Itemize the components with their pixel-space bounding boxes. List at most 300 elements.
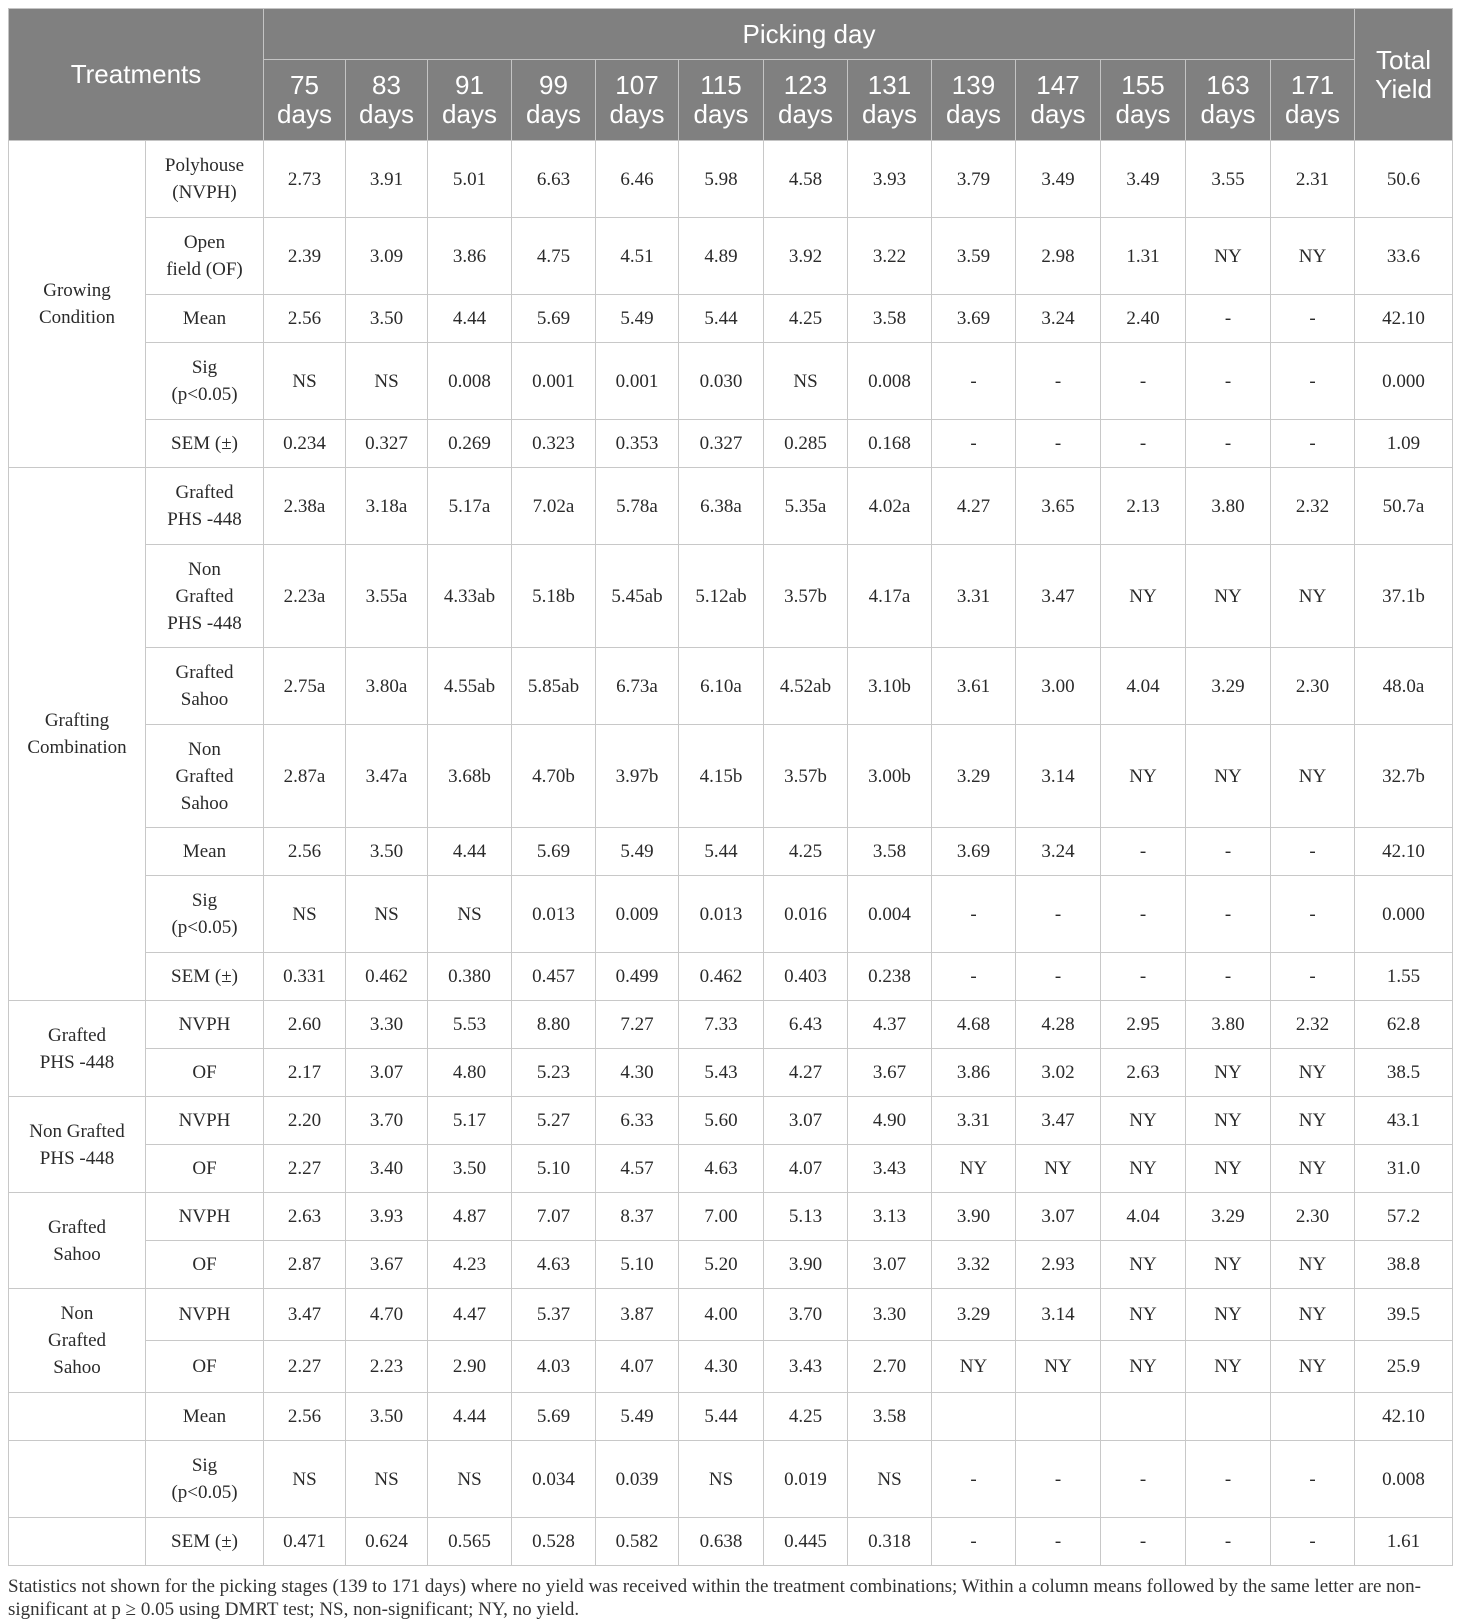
value-cell: [1271, 1393, 1355, 1441]
day-column-header: 155 days: [1101, 60, 1186, 141]
value-cell: 7.00: [679, 1193, 764, 1241]
value-cell: 3.07: [764, 1097, 848, 1145]
value-cell: 3.14: [1016, 1289, 1101, 1341]
value-cell: 4.25: [764, 828, 848, 876]
value-cell: 3.59: [932, 218, 1016, 295]
value-cell: 0.327: [679, 420, 764, 468]
value-cell: 3.18a: [346, 468, 428, 545]
value-cell: [1186, 1393, 1271, 1441]
value-cell: NY: [1101, 1145, 1186, 1193]
value-cell: 5.17: [428, 1097, 512, 1145]
value-cell: 0.445: [764, 1518, 848, 1566]
total-yield-value: 48.0a: [1355, 648, 1453, 725]
value-cell: -: [1101, 876, 1186, 953]
total-yield-value: 32.7b: [1355, 725, 1453, 828]
total-yield-value: 57.2: [1355, 1193, 1453, 1241]
value-cell: NY: [1271, 545, 1355, 648]
value-cell: 0.004: [848, 876, 932, 953]
value-cell: 5.35a: [764, 468, 848, 545]
value-cell: 2.20: [264, 1097, 346, 1145]
day-column-header: 115 days: [679, 60, 764, 141]
value-cell: 2.60: [264, 1001, 346, 1049]
value-cell: 2.56: [264, 1393, 346, 1441]
value-cell: -: [932, 420, 1016, 468]
table-row: [9, 1518, 1453, 1566]
value-cell: 8.80: [512, 1001, 596, 1049]
value-cell: 5.37: [512, 1289, 596, 1341]
table-body: [9, 141, 1453, 1566]
value-cell: NY: [1186, 545, 1271, 648]
row-label: Non Grafted Sahoo: [146, 725, 264, 828]
value-cell: NS: [428, 876, 512, 953]
value-cell: 3.86: [428, 218, 512, 295]
value-cell: 6.10a: [679, 648, 764, 725]
value-cell: 0.168: [848, 420, 932, 468]
value-cell: 4.63: [512, 1241, 596, 1289]
value-cell: 2.13: [1101, 468, 1186, 545]
value-cell: 8.37: [596, 1193, 679, 1241]
value-cell: 4.30: [679, 1341, 764, 1393]
value-cell: 2.93: [1016, 1241, 1101, 1289]
value-cell: 4.47: [428, 1289, 512, 1341]
value-cell: 5.49: [596, 828, 679, 876]
value-cell: 0.001: [512, 343, 596, 420]
value-cell: 2.63: [1101, 1049, 1186, 1097]
value-cell: 0.471: [264, 1518, 346, 1566]
value-cell: 2.90: [428, 1341, 512, 1393]
value-cell: 3.70: [764, 1289, 848, 1341]
value-cell: 5.78a: [596, 468, 679, 545]
value-cell: 0.380: [428, 953, 512, 1001]
value-cell: 4.27: [932, 468, 1016, 545]
value-cell: 4.89: [679, 218, 764, 295]
table-row: [9, 1441, 1453, 1518]
value-cell: 3.58: [848, 295, 932, 343]
table-row: [9, 1289, 1453, 1341]
value-cell: 3.29: [1186, 1193, 1271, 1241]
row-label: OF: [146, 1145, 264, 1193]
value-cell: 3.50: [428, 1145, 512, 1193]
value-cell: 5.17a: [428, 468, 512, 545]
value-cell: 3.90: [932, 1193, 1016, 1241]
value-cell: 3.50: [346, 1393, 428, 1441]
value-cell: 0.019: [764, 1441, 848, 1518]
value-cell: 6.46: [596, 141, 679, 218]
value-cell: 0.009: [596, 876, 679, 953]
total-yield-value: 62.8: [1355, 1001, 1453, 1049]
row-label: Mean: [146, 828, 264, 876]
value-cell: -: [932, 876, 1016, 953]
value-cell: 3.13: [848, 1193, 932, 1241]
value-cell: NY: [1101, 545, 1186, 648]
table-row: [9, 141, 1453, 218]
day-column-header: 123 days: [764, 60, 848, 141]
treatments-header: Treatments: [9, 9, 264, 141]
row-label: Non Grafted PHS -448: [146, 545, 264, 648]
value-cell: NS: [346, 876, 428, 953]
row-label: Mean: [146, 295, 264, 343]
value-cell: -: [1271, 953, 1355, 1001]
value-cell: NY: [1186, 1097, 1271, 1145]
day-column-header: 99 days: [512, 60, 596, 141]
table-row: [9, 648, 1453, 725]
value-cell: 5.18b: [512, 545, 596, 648]
group-label: [9, 1518, 146, 1566]
total-yield-value: 1.09: [1355, 420, 1453, 468]
value-cell: NS: [428, 1441, 512, 1518]
table-footnote: Statistics not shown for the picking stages (139 to 171 days) where no yield was received within the treatment combinations; Within a column means followed by the same letter are non-significant at p ≥ 0.05 using DMRT test; NS, non-significant; NY, no yield.: [8, 1576, 1421, 1620]
value-cell: 4.07: [764, 1145, 848, 1193]
value-cell: 2.30: [1271, 1193, 1355, 1241]
value-cell: NY: [1271, 1341, 1355, 1393]
value-cell: 5.43: [679, 1049, 764, 1097]
total-yield-value: 38.5: [1355, 1049, 1453, 1097]
value-cell: 5.12ab: [679, 545, 764, 648]
value-cell: 3.57b: [764, 725, 848, 828]
value-cell: 6.63: [512, 141, 596, 218]
value-cell: -: [1186, 295, 1271, 343]
value-cell: NY: [1186, 1049, 1271, 1097]
value-cell: 1.31: [1101, 218, 1186, 295]
value-cell: NY: [1271, 218, 1355, 295]
row-label: NVPH: [146, 1289, 264, 1341]
table-row: [9, 1393, 1453, 1441]
value-cell: 3.67: [848, 1049, 932, 1097]
value-cell: 2.56: [264, 828, 346, 876]
value-cell: 4.07: [596, 1341, 679, 1393]
value-cell: -: [1186, 828, 1271, 876]
day-column-header: 163 days: [1186, 60, 1271, 141]
value-cell: 5.10: [512, 1145, 596, 1193]
value-cell: 3.47: [1016, 1097, 1101, 1145]
value-cell: 3.43: [764, 1341, 848, 1393]
value-cell: 3.80: [1186, 1001, 1271, 1049]
value-cell: 3.40: [346, 1145, 428, 1193]
group-label: Non Grafted Sahoo: [9, 1289, 146, 1393]
value-cell: 3.47a: [346, 725, 428, 828]
day-column-header: 107 days: [596, 60, 679, 141]
value-cell: 3.93: [346, 1193, 428, 1241]
row-label: OF: [146, 1241, 264, 1289]
total-yield-value: 50.7a: [1355, 468, 1453, 545]
value-cell: 3.57b: [764, 545, 848, 648]
value-cell: NY: [932, 1341, 1016, 1393]
value-cell: 4.17a: [848, 545, 932, 648]
value-cell: 3.61: [932, 648, 1016, 725]
value-cell: NY: [1186, 725, 1271, 828]
value-cell: 2.27: [264, 1341, 346, 1393]
total-yield-value: 1.61: [1355, 1518, 1453, 1566]
group-label: Growing Condition: [9, 141, 146, 468]
row-label: Polyhouse (NVPH): [146, 141, 264, 218]
picking-yield-table: [8, 8, 1453, 1566]
table-row: [9, 1193, 1453, 1241]
day-column-header: 139 days: [932, 60, 1016, 141]
group-label: [9, 1441, 146, 1518]
value-cell: 2.75a: [264, 648, 346, 725]
value-cell: 5.49: [596, 1393, 679, 1441]
value-cell: 3.31: [932, 1097, 1016, 1145]
value-cell: 5.13: [764, 1193, 848, 1241]
value-cell: 6.33: [596, 1097, 679, 1145]
value-cell: 3.68b: [428, 725, 512, 828]
value-cell: NY: [1271, 1241, 1355, 1289]
value-cell: 3.30: [346, 1001, 428, 1049]
value-cell: 3.09: [346, 218, 428, 295]
value-cell: 3.50: [346, 828, 428, 876]
row-label: SEM (±): [146, 420, 264, 468]
value-cell: 3.00: [1016, 648, 1101, 725]
value-cell: 0.034: [512, 1441, 596, 1518]
value-cell: 2.31: [1271, 141, 1355, 218]
value-cell: 0.008: [848, 343, 932, 420]
value-cell: 4.04: [1101, 648, 1186, 725]
value-cell: 4.63: [679, 1145, 764, 1193]
table-row: [9, 295, 1453, 343]
value-cell: 4.80: [428, 1049, 512, 1097]
row-label: SEM (±): [146, 1518, 264, 1566]
value-cell: 4.30: [596, 1049, 679, 1097]
value-cell: 0.462: [346, 953, 428, 1001]
value-cell: 3.65: [1016, 468, 1101, 545]
value-cell: 4.04: [1101, 1193, 1186, 1241]
value-cell: -: [1271, 1441, 1355, 1518]
value-cell: 0.013: [679, 876, 764, 953]
value-cell: 3.93: [848, 141, 932, 218]
row-label: NVPH: [146, 1193, 264, 1241]
value-cell: 3.30: [848, 1289, 932, 1341]
value-cell: 4.90: [848, 1097, 932, 1145]
value-cell: NY: [1101, 1341, 1186, 1393]
value-cell: 7.27: [596, 1001, 679, 1049]
value-cell: 0.323: [512, 420, 596, 468]
value-cell: 5.01: [428, 141, 512, 218]
value-cell: 2.70: [848, 1341, 932, 1393]
value-cell: 2.98: [1016, 218, 1101, 295]
value-cell: 0.565: [428, 1518, 512, 1566]
table-row: [9, 1049, 1453, 1097]
value-cell: 0.008: [428, 343, 512, 420]
group-label: Grafted Sahoo: [9, 1193, 146, 1289]
table-row: [9, 725, 1453, 828]
group-label: Grafting Combination: [9, 468, 146, 1001]
value-cell: 4.37: [848, 1001, 932, 1049]
day-column-header: 75 days: [264, 60, 346, 141]
value-cell: -: [1271, 420, 1355, 468]
value-cell: 0.528: [512, 1518, 596, 1566]
value-cell: NY: [1271, 1145, 1355, 1193]
value-cell: 0.269: [428, 420, 512, 468]
value-cell: [1101, 1393, 1186, 1441]
table-header: [9, 9, 1453, 141]
value-cell: -: [1101, 828, 1186, 876]
value-cell: -: [1016, 420, 1101, 468]
value-cell: -: [1016, 343, 1101, 420]
row-label: Sig (p<0.05): [146, 1441, 264, 1518]
value-cell: -: [1016, 1441, 1101, 1518]
value-cell: 3.49: [1101, 141, 1186, 218]
value-cell: 2.27: [264, 1145, 346, 1193]
value-cell: 5.69: [512, 828, 596, 876]
value-cell: 3.43: [848, 1145, 932, 1193]
row-label: SEM (±): [146, 953, 264, 1001]
value-cell: 3.55: [1186, 141, 1271, 218]
value-cell: NS: [346, 343, 428, 420]
value-cell: 3.29: [932, 1289, 1016, 1341]
value-cell: 0.331: [264, 953, 346, 1001]
table-row: [9, 343, 1453, 420]
value-cell: 0.499: [596, 953, 679, 1001]
value-cell: NS: [346, 1441, 428, 1518]
day-column-header: 171 days: [1271, 60, 1355, 141]
value-cell: NY: [1101, 1097, 1186, 1145]
value-cell: 0.582: [596, 1518, 679, 1566]
value-cell: NY: [1271, 1289, 1355, 1341]
value-cell: 5.10: [596, 1241, 679, 1289]
value-cell: 4.51: [596, 218, 679, 295]
table-row: [9, 953, 1453, 1001]
value-cell: 3.47: [1016, 545, 1101, 648]
value-cell: 4.87: [428, 1193, 512, 1241]
value-cell: 4.70b: [512, 725, 596, 828]
value-cell: 3.14: [1016, 725, 1101, 828]
value-cell: -: [1101, 343, 1186, 420]
table-row: [9, 876, 1453, 953]
value-cell: 5.85ab: [512, 648, 596, 725]
value-cell: 3.55a: [346, 545, 428, 648]
value-cell: 3.22: [848, 218, 932, 295]
value-cell: 5.69: [512, 1393, 596, 1441]
value-cell: 4.03: [512, 1341, 596, 1393]
value-cell: 2.39: [264, 218, 346, 295]
value-cell: 0.462: [679, 953, 764, 1001]
value-cell: -: [1186, 1518, 1271, 1566]
value-cell: 6.43: [764, 1001, 848, 1049]
value-cell: -: [1271, 295, 1355, 343]
table-row: [9, 420, 1453, 468]
value-cell: -: [1101, 420, 1186, 468]
value-cell: 5.23: [512, 1049, 596, 1097]
value-cell: 4.28: [1016, 1001, 1101, 1049]
value-cell: -: [1101, 953, 1186, 1001]
value-cell: 3.69: [932, 295, 1016, 343]
value-cell: 5.44: [679, 828, 764, 876]
total-yield-value: 1.55: [1355, 953, 1453, 1001]
value-cell: 0.318: [848, 1518, 932, 1566]
table-row: [9, 1097, 1453, 1145]
value-cell: -: [1186, 420, 1271, 468]
value-cell: 0.285: [764, 420, 848, 468]
value-cell: 4.25: [764, 295, 848, 343]
total-yield-value: 25.9: [1355, 1341, 1453, 1393]
value-cell: [932, 1393, 1016, 1441]
value-cell: 3.10b: [848, 648, 932, 725]
value-cell: NY: [1101, 725, 1186, 828]
value-cell: -: [1186, 953, 1271, 1001]
value-cell: 4.44: [428, 828, 512, 876]
value-cell: 2.38a: [264, 468, 346, 545]
value-cell: 3.24: [1016, 295, 1101, 343]
value-cell: 0.039: [596, 1441, 679, 1518]
row-label: NVPH: [146, 1097, 264, 1145]
value-cell: -: [1101, 1518, 1186, 1566]
value-cell: 3.67: [346, 1241, 428, 1289]
value-cell: -: [1186, 1441, 1271, 1518]
value-cell: 4.23: [428, 1241, 512, 1289]
value-cell: 3.50: [346, 295, 428, 343]
value-cell: 3.80a: [346, 648, 428, 725]
value-cell: 4.52ab: [764, 648, 848, 725]
value-cell: 5.44: [679, 295, 764, 343]
value-cell: 0.001: [596, 343, 679, 420]
value-cell: 2.23: [346, 1341, 428, 1393]
value-cell: NY: [1186, 218, 1271, 295]
value-cell: 2.87a: [264, 725, 346, 828]
value-cell: 6.73a: [596, 648, 679, 725]
value-cell: 4.33ab: [428, 545, 512, 648]
value-cell: 3.86: [932, 1049, 1016, 1097]
total-yield-value: 37.1b: [1355, 545, 1453, 648]
value-cell: -: [932, 1441, 1016, 1518]
table-row: [9, 1341, 1453, 1393]
value-cell: 3.29: [1186, 648, 1271, 725]
value-cell: 4.75: [512, 218, 596, 295]
value-cell: 5.49: [596, 295, 679, 343]
value-cell: 5.27: [512, 1097, 596, 1145]
value-cell: 2.95: [1101, 1001, 1186, 1049]
row-label: OF: [146, 1341, 264, 1393]
value-cell: 3.00b: [848, 725, 932, 828]
group-label: Non Grafted PHS -448: [9, 1097, 146, 1193]
value-cell: 4.15b: [679, 725, 764, 828]
value-cell: 4.00: [679, 1289, 764, 1341]
day-column-header: 147 days: [1016, 60, 1101, 141]
value-cell: NY: [1016, 1145, 1101, 1193]
value-cell: NY: [1186, 1241, 1271, 1289]
value-cell: NY: [1271, 1049, 1355, 1097]
value-cell: NY: [932, 1145, 1016, 1193]
value-cell: 0.638: [679, 1518, 764, 1566]
total-yield-header: Total Yield: [1355, 9, 1453, 141]
value-cell: NY: [1271, 1097, 1355, 1145]
table-row: [9, 218, 1453, 295]
value-cell: 4.25: [764, 1393, 848, 1441]
value-cell: -: [1271, 343, 1355, 420]
value-cell: 4.70: [346, 1289, 428, 1341]
total-yield-value: 31.0: [1355, 1145, 1453, 1193]
value-cell: -: [1101, 1441, 1186, 1518]
value-cell: 2.63: [264, 1193, 346, 1241]
table-row: [9, 828, 1453, 876]
header-row: [9, 9, 1453, 60]
value-cell: 3.70: [346, 1097, 428, 1145]
value-cell: 3.49: [1016, 141, 1101, 218]
value-cell: NS: [679, 1441, 764, 1518]
value-cell: 3.79: [932, 141, 1016, 218]
value-cell: 6.38a: [679, 468, 764, 545]
value-cell: 3.90: [764, 1241, 848, 1289]
value-cell: 2.40: [1101, 295, 1186, 343]
row-label: Sig (p<0.05): [146, 343, 264, 420]
value-cell: 3.80: [1186, 468, 1271, 545]
value-cell: NY: [1016, 1341, 1101, 1393]
value-cell: 3.07: [848, 1241, 932, 1289]
value-cell: 5.20: [679, 1241, 764, 1289]
value-cell: NS: [264, 1441, 346, 1518]
value-cell: 0.030: [679, 343, 764, 420]
value-cell: 3.69: [932, 828, 1016, 876]
value-cell: 0.327: [346, 420, 428, 468]
